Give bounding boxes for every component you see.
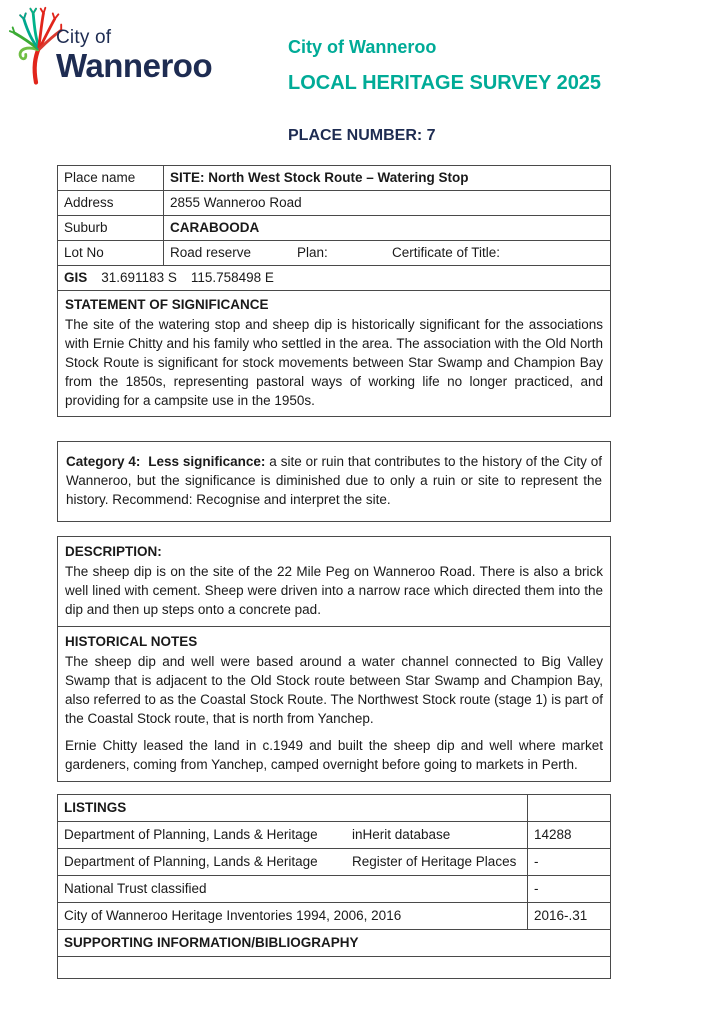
- table-row: [58, 627, 611, 782]
- document-title-line2: LOCAL HERITAGE SURVEY 2025: [288, 72, 602, 94]
- listing-value: 2016-.31: [528, 903, 611, 930]
- historical-notes-heading: HISTORICAL NOTES: [65, 634, 198, 649]
- document-title-block: [288, 38, 601, 93]
- suburb-label: Suburb: [58, 216, 164, 241]
- historical-notes-paragraph-1: The sheep dip and well were based around a water channel connected to Big Valley Swamp that is adjacent to the Old Stock route between Star Swamp and Champion Bay, also referred to as the Coastal Stock Route. The Northwest Stock route (stage 1) is part of the Coastal Stock route, that is north from Yanchep.: [65, 654, 603, 726]
- category-box: [57, 441, 611, 522]
- table-row: [58, 876, 611, 903]
- statement-of-significance-heading: STATEMENT OF SIGNIFICANCE: [65, 297, 269, 312]
- table-row: [58, 849, 611, 876]
- statement-of-significance-text: The site of the watering stop and sheep dip is historically significant for the associations with Ernie Chitty and his family who settled in the area. The association with the Old North Stock Route is significant for stock movements between Star Swamp and Champion Bay from the 1850s, representing pastoral ways of working life no longer practiced, and providing for a campsite use in the 1950s.: [65, 317, 603, 408]
- listing-organisation: Department of Planning, Lands & Heritage: [64, 827, 318, 842]
- certificate-of-title-label: Certificate of Title:: [392, 245, 501, 260]
- category-text: a site or ruin that contributes to the history of the City of Wanneroo, but the significance is diminished due to only a ruin or site to represent the history. Recommend: Recognise and interpret the site.: [66, 454, 602, 507]
- lot-no-label: Lot No: [58, 241, 164, 266]
- listings-heading-value-cell: [528, 795, 611, 822]
- listing-entry: National Trust classified: [58, 876, 528, 903]
- supporting-information-heading: SUPPORTING INFORMATION/BIBLIOGRAPHY: [58, 930, 611, 957]
- logo-city-of: City of: [56, 27, 112, 48]
- address-label: Address: [58, 191, 164, 216]
- listing-entry: [58, 822, 528, 849]
- table-row: [58, 903, 611, 930]
- table-row: [58, 291, 611, 417]
- plan-label: Plan:: [297, 245, 328, 260]
- gis-cell: [58, 266, 611, 291]
- listing-register: inHerit database: [352, 827, 451, 842]
- listing-entry: [58, 849, 528, 876]
- place-number: PLACE NUMBER: 7: [288, 127, 436, 144]
- place-name-label: Place name: [58, 166, 164, 191]
- gis-longitude: 115.758498 E: [190, 270, 274, 285]
- gis-latitude: 31.691183 S: [101, 270, 177, 285]
- category-lead: Category 4: Less significance:: [66, 454, 266, 469]
- table-row: [58, 266, 611, 291]
- gis-label: GIS: [64, 270, 88, 285]
- page-header: [0, 0, 705, 165]
- table-row: [58, 537, 611, 627]
- description-heading: DESCRIPTION:: [65, 544, 162, 559]
- table-row: [58, 241, 611, 266]
- historical-notes-paragraph-2: Ernie Chitty leased the land in c.1949 and built the sheep dip and well where market gardeners, coming from Yanchep, camped overnight before going to markets in Perth.: [65, 738, 603, 772]
- listing-value: -: [528, 849, 611, 876]
- description-cell: [58, 537, 611, 627]
- historical-notes-cell: [58, 627, 611, 782]
- listing-entry: City of Wanneroo Heritage Inventories 1994, 2006, 2016: [58, 903, 528, 930]
- listing-organisation: Department of Planning, Lands & Heritage: [64, 854, 318, 869]
- listings-table: [57, 794, 611, 979]
- table-row: [58, 822, 611, 849]
- suburb-value: CARABOODA: [164, 216, 611, 241]
- table-row: [58, 191, 611, 216]
- table-row: [58, 166, 611, 191]
- statement-of-significance-cell: [58, 291, 611, 417]
- description-table: [57, 536, 611, 782]
- table-row: [58, 216, 611, 241]
- city-of-wanneroo-logo: [8, 6, 212, 88]
- place-name-value: SITE: North West Stock Route – Watering Stop: [164, 166, 611, 191]
- listing-value: 14288: [528, 822, 611, 849]
- document-body: [57, 165, 611, 979]
- address-value: 2855 Wanneroo Road: [164, 191, 611, 216]
- logo-wordmark: [56, 28, 212, 82]
- listings-heading: LISTINGS: [58, 795, 528, 822]
- listing-register: Register of Heritage Places: [352, 854, 517, 869]
- supporting-information-empty-cell: [58, 957, 611, 979]
- table-row: [58, 930, 611, 957]
- logo-wanneroo: Wanneroo: [56, 47, 213, 84]
- lot-no-value: Road reserve: [170, 245, 252, 260]
- lot-no-cell: [164, 241, 611, 266]
- description-text: The sheep dip is on the site of the 22 Mile Peg on Wanneroo Road. There is also a brick well lined with cement. Sheep were driven into a narrow race which directed them into the dip and then up steps onto a concrete pad.: [65, 564, 603, 617]
- listing-value: -: [528, 876, 611, 903]
- place-details-table: [57, 165, 611, 417]
- table-row: [58, 795, 611, 822]
- document-title-line1: City of Wanneroo: [288, 37, 437, 57]
- table-row: [58, 957, 611, 979]
